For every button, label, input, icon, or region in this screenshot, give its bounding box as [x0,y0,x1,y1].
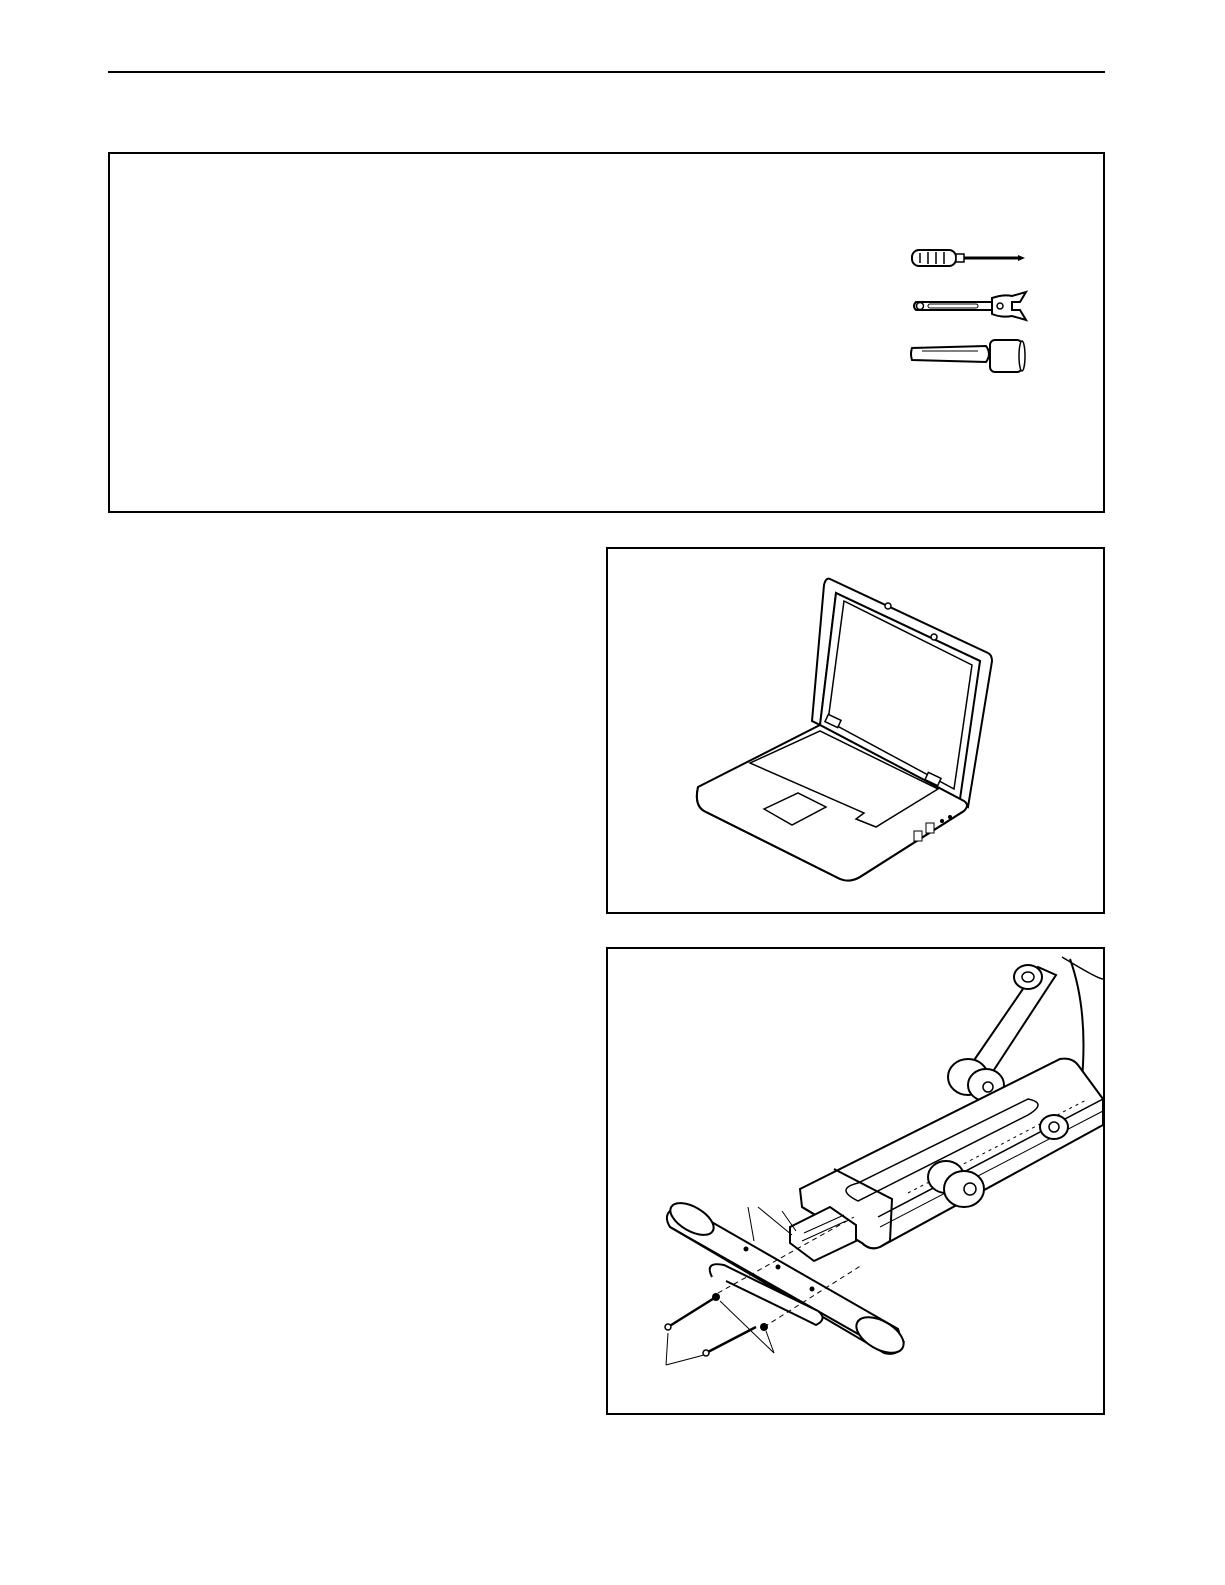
tools-required-box [108,152,1105,513]
figure-rail-assembly-panel [606,947,1105,1415]
header-rule [108,71,1105,73]
figure-laptop-panel [606,547,1105,914]
elliptical-rail-assembly-illustration [608,949,1103,1413]
laptop-illustration [608,549,1103,912]
rubber-mallet-icon [908,334,1033,379]
phillips-screwdriver-icon [910,244,1030,274]
adjustable-wrench-icon [908,288,1033,324]
